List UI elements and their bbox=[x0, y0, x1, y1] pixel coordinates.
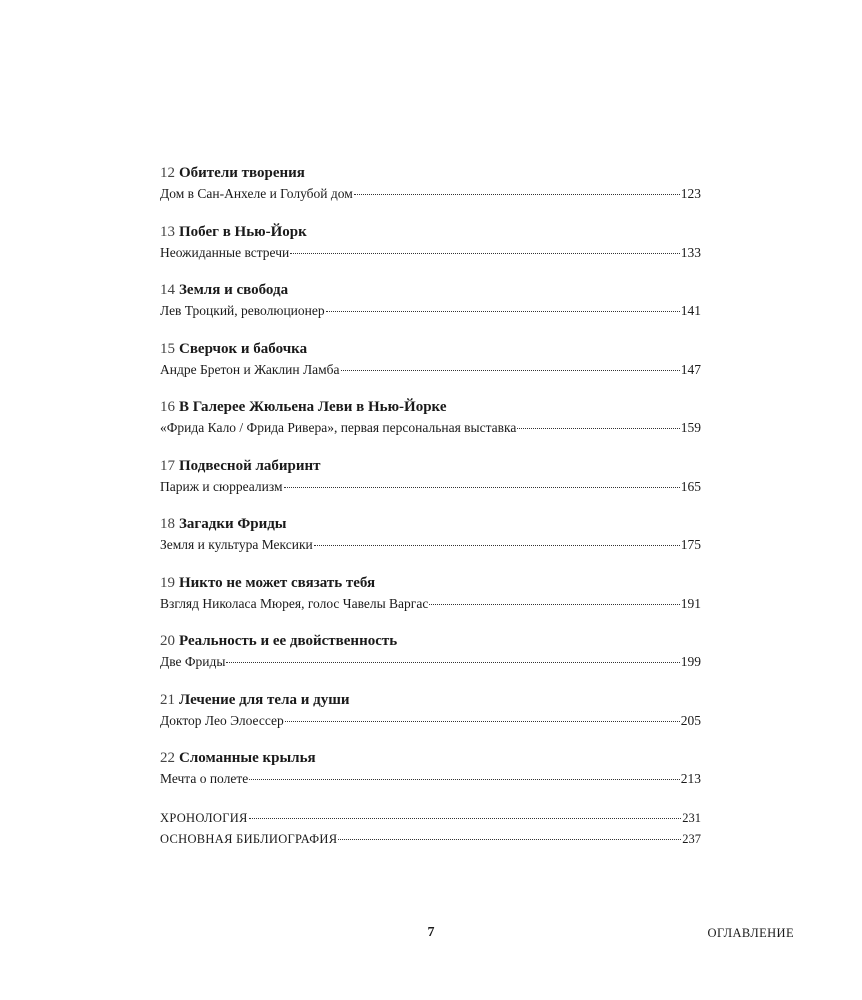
table-of-contents bbox=[160, 162, 701, 850]
chapter-entry-line bbox=[160, 477, 701, 497]
toc-chapter bbox=[160, 162, 701, 221]
chapter-heading bbox=[160, 513, 701, 535]
chapter-subtitle: Андре Бретон и Жаклин Ламба bbox=[160, 361, 340, 377]
chapter-heading bbox=[160, 338, 701, 360]
appendix-entry bbox=[160, 829, 701, 850]
chapter-title: Загадки Фриды bbox=[179, 516, 287, 532]
page-number: 7 bbox=[427, 925, 435, 940]
chapter-page: 191 bbox=[680, 595, 701, 611]
toc-chapter bbox=[160, 572, 701, 631]
chapter-entry-line bbox=[160, 184, 701, 204]
chapter-list bbox=[160, 162, 701, 806]
chapter-heading bbox=[160, 162, 701, 184]
dot-leader bbox=[354, 193, 680, 195]
dot-leader bbox=[290, 252, 680, 254]
toc-chapter bbox=[160, 338, 701, 397]
toc-chapter bbox=[160, 221, 701, 280]
chapter-title: Сломанные крылья bbox=[179, 750, 316, 766]
chapter-title: Земля и свобода bbox=[179, 282, 289, 298]
chapter-subtitle: Неожиданные встречи bbox=[160, 244, 290, 260]
chapter-entry-line bbox=[160, 594, 701, 614]
chapter-subtitle: Взгляд Николаса Мюрея, голос Чавелы Варгас bbox=[160, 595, 429, 611]
dot-leader bbox=[284, 486, 680, 488]
appendix-list bbox=[160, 808, 701, 850]
chapter-page: 141 bbox=[680, 303, 701, 318]
toc-chapter bbox=[160, 630, 701, 689]
chapter-title: Обители творения bbox=[179, 165, 305, 181]
chapter-number: 16 bbox=[160, 399, 175, 415]
dot-leader bbox=[517, 427, 679, 429]
chapter-heading bbox=[160, 689, 701, 711]
dot-leader bbox=[338, 838, 681, 840]
appendix-page: 237 bbox=[682, 831, 701, 846]
toc-chapter bbox=[160, 279, 701, 338]
chapter-subtitle: Лев Троцкий, революционер bbox=[160, 303, 325, 318]
chapter-title: Подвесной лабиринт bbox=[179, 457, 321, 474]
dot-leader bbox=[226, 661, 679, 663]
chapter-number: 14 bbox=[160, 282, 175, 298]
appendix-label: ОСНОВНАЯ БИБЛИОГРАФИЯ bbox=[160, 831, 338, 846]
chapter-entry-line bbox=[160, 418, 701, 438]
chapter-subtitle: Доктор Лео Элоессер bbox=[160, 712, 284, 728]
chapter-subtitle: Две Фриды bbox=[160, 654, 226, 669]
chapter-entry-line bbox=[160, 360, 701, 380]
toc-chapter bbox=[160, 689, 701, 748]
chapter-title: Реальность и ее двойственность bbox=[179, 633, 398, 649]
chapter-number: 13 bbox=[160, 223, 175, 240]
dot-leader bbox=[429, 603, 679, 605]
chapter-entry-line bbox=[160, 769, 701, 789]
dot-leader bbox=[326, 310, 680, 312]
chapter-heading bbox=[160, 455, 701, 477]
chapter-subtitle: Земля и культура Мексики bbox=[160, 537, 313, 552]
toc-chapter bbox=[160, 396, 701, 455]
chapter-subtitle: Дом в Сан-Анхеле и Голубой дом bbox=[160, 186, 353, 201]
chapter-heading bbox=[160, 572, 701, 594]
chapter-number: 21 bbox=[160, 691, 175, 708]
chapter-entry-line bbox=[160, 243, 701, 263]
chapter-page: 159 bbox=[680, 420, 701, 435]
chapter-entry-line bbox=[160, 301, 701, 321]
chapter-page: 147 bbox=[680, 361, 701, 377]
chapter-number: 22 bbox=[160, 750, 175, 766]
chapter-heading bbox=[160, 630, 701, 652]
appendix-page: 231 bbox=[682, 810, 701, 825]
chapter-title: В Галерее Жюльена Леви в Нью-Йорке bbox=[179, 399, 447, 415]
dot-leader bbox=[314, 544, 680, 546]
chapter-title: Сверчок и бабочка bbox=[179, 340, 308, 357]
chapter-page: 123 bbox=[680, 186, 701, 201]
chapter-title: Побег в Нью-Йорк bbox=[179, 223, 307, 240]
chapter-number: 17 bbox=[160, 457, 175, 474]
chapter-heading bbox=[160, 279, 701, 301]
dot-leader bbox=[249, 778, 680, 780]
chapter-entry-line bbox=[160, 535, 701, 555]
chapter-page: 165 bbox=[680, 478, 701, 494]
chapter-page: 175 bbox=[680, 537, 701, 552]
chapter-heading bbox=[160, 747, 701, 769]
chapter-entry-line bbox=[160, 652, 701, 672]
appendix-entry bbox=[160, 808, 701, 829]
chapter-number: 15 bbox=[160, 340, 175, 357]
appendix-label: ХРОНОЛОГИЯ bbox=[160, 810, 248, 825]
chapter-title: Никто не может связать тебя bbox=[179, 574, 376, 591]
toc-chapter bbox=[160, 455, 701, 514]
dot-leader bbox=[249, 817, 682, 819]
chapter-subtitle: «Фрида Кало / Фрида Ривера», первая персональная выставка bbox=[160, 420, 517, 435]
chapter-subtitle: Мечта о полете bbox=[160, 771, 249, 786]
chapter-number: 19 bbox=[160, 574, 175, 591]
chapter-heading bbox=[160, 396, 701, 418]
chapter-subtitle: Париж и сюрреализм bbox=[160, 478, 283, 494]
chapter-page: 199 bbox=[680, 654, 701, 669]
dot-leader bbox=[285, 720, 680, 722]
chapter-page: 205 bbox=[680, 712, 701, 728]
chapter-number: 18 bbox=[160, 516, 175, 532]
chapter-number: 20 bbox=[160, 633, 175, 649]
toc-chapter bbox=[160, 747, 701, 806]
chapter-heading bbox=[160, 221, 701, 243]
running-head: ОГЛАВЛЕНИЕ bbox=[707, 926, 794, 940]
chapter-title: Лечение для тела и души bbox=[179, 691, 350, 708]
chapter-page: 213 bbox=[680, 771, 701, 786]
chapter-entry-line bbox=[160, 711, 701, 731]
chapter-page: 133 bbox=[680, 244, 701, 260]
chapter-number: 12 bbox=[160, 165, 175, 181]
dot-leader bbox=[341, 369, 680, 371]
toc-chapter bbox=[160, 513, 701, 572]
